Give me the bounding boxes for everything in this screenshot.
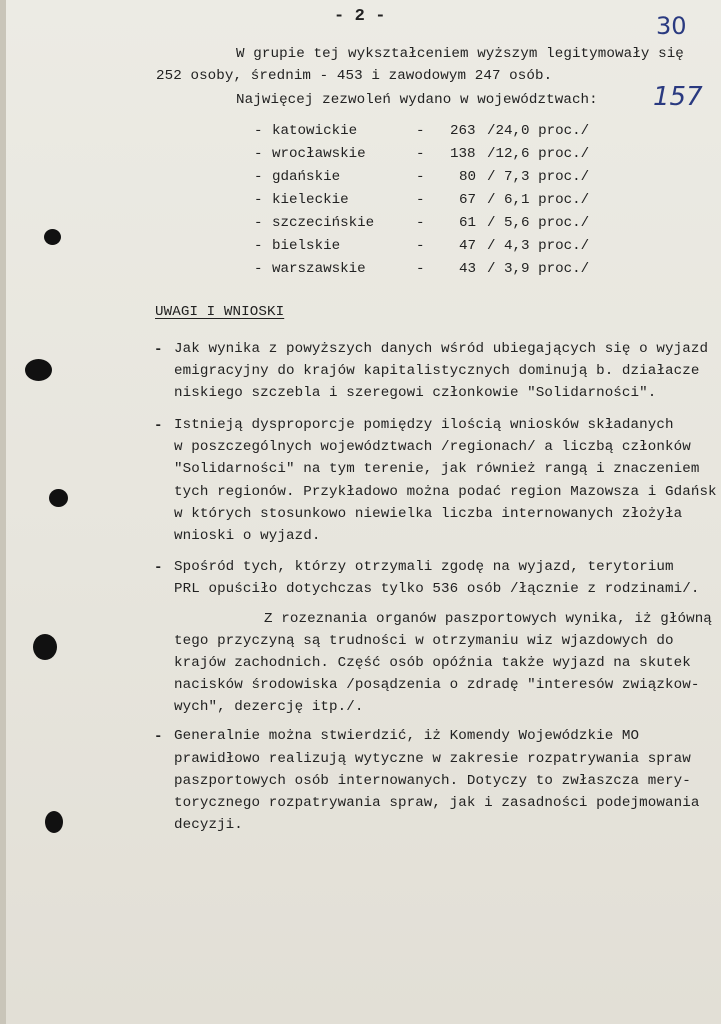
paragraph-line: wych", dezercję itp./.: [174, 699, 364, 715]
row-separator: -: [416, 238, 425, 254]
punch-hole: [33, 634, 57, 660]
row-dash: -: [254, 169, 263, 185]
bullet-dash: -: [154, 560, 163, 576]
intro-line: Najwięcej zezwoleń wydano w województwach:: [236, 92, 598, 108]
row-separator: -: [416, 146, 425, 162]
voivodeship-name: katowickie: [272, 123, 358, 139]
intro-line: W grupie tej wykształceniem wyższym legitymowały się: [236, 46, 684, 62]
voivodeship-percent: / 3,9 proc./: [487, 261, 590, 277]
punch-hole: [25, 359, 52, 381]
paragraph-line: paszportowych osób internowanych. Dotyczy to zwłaszcza mery-: [174, 773, 691, 789]
bullet-dash: -: [154, 418, 163, 434]
row-dash: -: [254, 261, 263, 277]
voivodeship-count: 80: [459, 169, 477, 185]
paragraph-line: w których stosunkowo niewielka liczba internowanych złożyła: [174, 506, 683, 522]
voivodeship-percent: /24,0 proc./: [487, 123, 590, 139]
voivodeship-row: [6, 192, 721, 212]
section-heading: UWAGI I WNIOSKI: [155, 304, 285, 320]
row-separator: -: [416, 192, 425, 208]
row-dash: -: [254, 123, 263, 139]
voivodeship-row: [6, 123, 721, 143]
voivodeship-count: 263: [450, 123, 476, 139]
paragraph-line: prawidłowo realizują wytyczne w zakresie rozpatrywania spraw: [174, 751, 691, 767]
voivodeship-count: 43: [459, 261, 477, 277]
voivodeship-percent: / 4,3 proc./: [487, 238, 590, 254]
paragraph-line: Istnieją dysproporcje pomiędzy ilością wniosków składanych: [174, 417, 674, 433]
page-number: - 2 -: [334, 7, 386, 26]
row-separator: -: [416, 261, 425, 277]
paragraph-line: w poszczególnych województwach /regionach/ a liczbą członków: [174, 439, 691, 455]
voivodeship-name: kieleckie: [272, 192, 349, 208]
voivodeship-name: warszawskie: [272, 261, 366, 277]
row-dash: -: [254, 215, 263, 231]
paragraph-line: tych regionów. Przykładowo można podać region Mazowsza i Gdańsk: [174, 484, 717, 500]
voivodeship-count: 47: [459, 238, 477, 254]
handwritten-folio-mark: 157: [653, 82, 703, 112]
paragraph-line: Generalnie można stwierdzić, iż Komendy Wojewódzkie MO: [174, 728, 640, 744]
row-dash: -: [254, 238, 263, 254]
paragraph-line: Z rozeznania organów paszportowych wynika, iż główną: [264, 611, 712, 627]
paragraph-line: decyzji.: [174, 817, 243, 833]
bullet-dash: -: [154, 729, 163, 745]
paragraph-line: "Solidarności" na tym terenie, jak również rangą i znaczeniem: [174, 461, 700, 477]
paragraph-line: nacisków środowiska /posądzenia o zdradę "interesów związkow-: [174, 677, 700, 693]
paragraph-line: torycznego rozpatrywania spraw, jak i zasadności podejmowania: [174, 795, 700, 811]
voivodeship-row: [6, 215, 721, 235]
voivodeship-row: [6, 146, 721, 166]
voivodeship-row: [6, 261, 721, 281]
row-separator: -: [416, 169, 425, 185]
paragraph-line: Spośród tych, którzy otrzymali zgodę na wyjazd, terytorium: [174, 559, 674, 575]
voivodeship-name: bielskie: [272, 238, 341, 254]
voivodeship-percent: /12,6 proc./: [487, 146, 590, 162]
paragraph-line: krajów zachodnich. Część osób opóźnia także wyjazd na skutek: [174, 655, 691, 671]
voivodeship-percent: / 7,3 proc./: [487, 169, 590, 185]
voivodeship-percent: / 6,1 proc./: [487, 192, 590, 208]
row-separator: -: [416, 215, 425, 231]
handwritten-page-number: 30: [656, 12, 687, 40]
row-dash: -: [254, 192, 263, 208]
voivodeship-count: 61: [459, 215, 477, 231]
voivodeship-row: [6, 238, 721, 258]
paragraph-line: tego przyczyną są trudności w otrzymaniu wiz wjazdowych do: [174, 633, 674, 649]
punch-hole: [45, 811, 63, 833]
voivodeship-name: gdańskie: [272, 169, 341, 185]
bullet-dash: -: [154, 342, 163, 358]
voivodeship-name: wrocławskie: [272, 146, 366, 162]
paragraph-line: wnioski o wyjazd.: [174, 528, 321, 544]
voivodeship-name: szczecińskie: [272, 215, 375, 231]
voivodeship-row: [6, 169, 721, 189]
paragraph-line: PRL opuściło dotychczas tylko 536 osób /łącznie z rodzinami/.: [174, 581, 700, 597]
voivodeship-percent: / 5,6 proc./: [487, 215, 590, 231]
paragraph-line: emigracyjny do krajów kapitalistycznych dominują b. działacze: [174, 363, 700, 379]
punch-hole: [49, 489, 68, 507]
intro-line: 252 osoby, średnim - 453 i zawodowym 247 osób.: [156, 68, 553, 84]
voivodeship-count: 67: [459, 192, 477, 208]
paragraph-line: Jak wynika z powyższych danych wśród ubiegających się o wyjazd: [174, 341, 709, 357]
row-separator: -: [416, 123, 425, 139]
voivodeship-count: 138: [450, 146, 476, 162]
paragraph-line: niskiego szczebla i szeregowi członkowie "Solidarności".: [174, 385, 657, 401]
row-dash: -: [254, 146, 263, 162]
